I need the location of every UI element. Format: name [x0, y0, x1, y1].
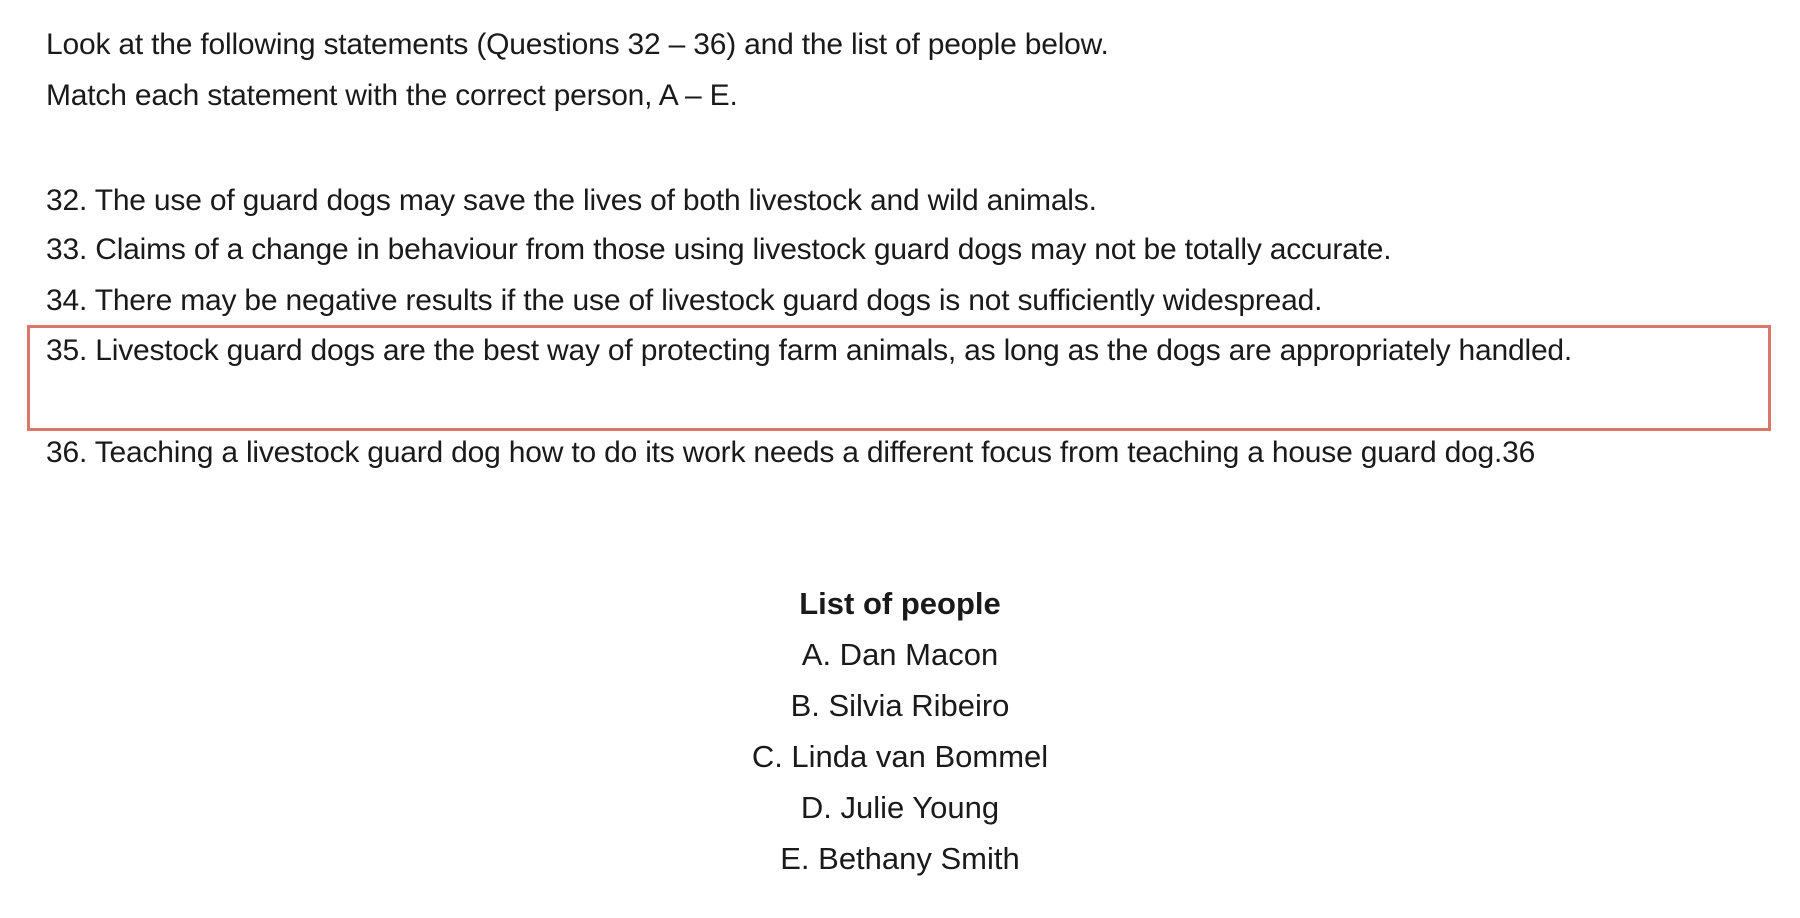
people-list-heading: List of people: [799, 586, 1001, 621]
person-b: B. Silvia Ribeiro: [790, 688, 1010, 723]
person-c: C. Linda van Bommel: [751, 739, 1049, 774]
instruction-line-2: Match each statement with the correct person, A – E.: [46, 79, 738, 112]
instruction-line-1: Look at the following statements (Questions 32 – 36) and the list of people below.: [46, 28, 1109, 61]
person-a: A. Dan Macon: [801, 637, 999, 672]
person-e: E. Bethany Smith: [780, 841, 1020, 876]
question-36: 36. Teaching a livestock guard dog how to do its work needs a different focus from teaching a house guard dog.36: [46, 436, 1536, 469]
question-33: 33. Claims of a change in behaviour from those using livestock guard dogs may not be totally accurate.: [46, 233, 1392, 266]
people-list: [0, 578, 1800, 884]
question-34: 34. There may be negative results if the use of livestock guard dogs is not sufficiently widespread.: [46, 284, 1323, 317]
question-32: 32. The use of guard dogs may save the lives of both livestock and wild animals.: [46, 184, 1097, 217]
person-d: D. Julie Young: [800, 790, 1000, 825]
question-35: 35. Livestock guard dogs are the best way of protecting farm animals, as long as the dogs are appropriately handled.: [46, 334, 1573, 367]
